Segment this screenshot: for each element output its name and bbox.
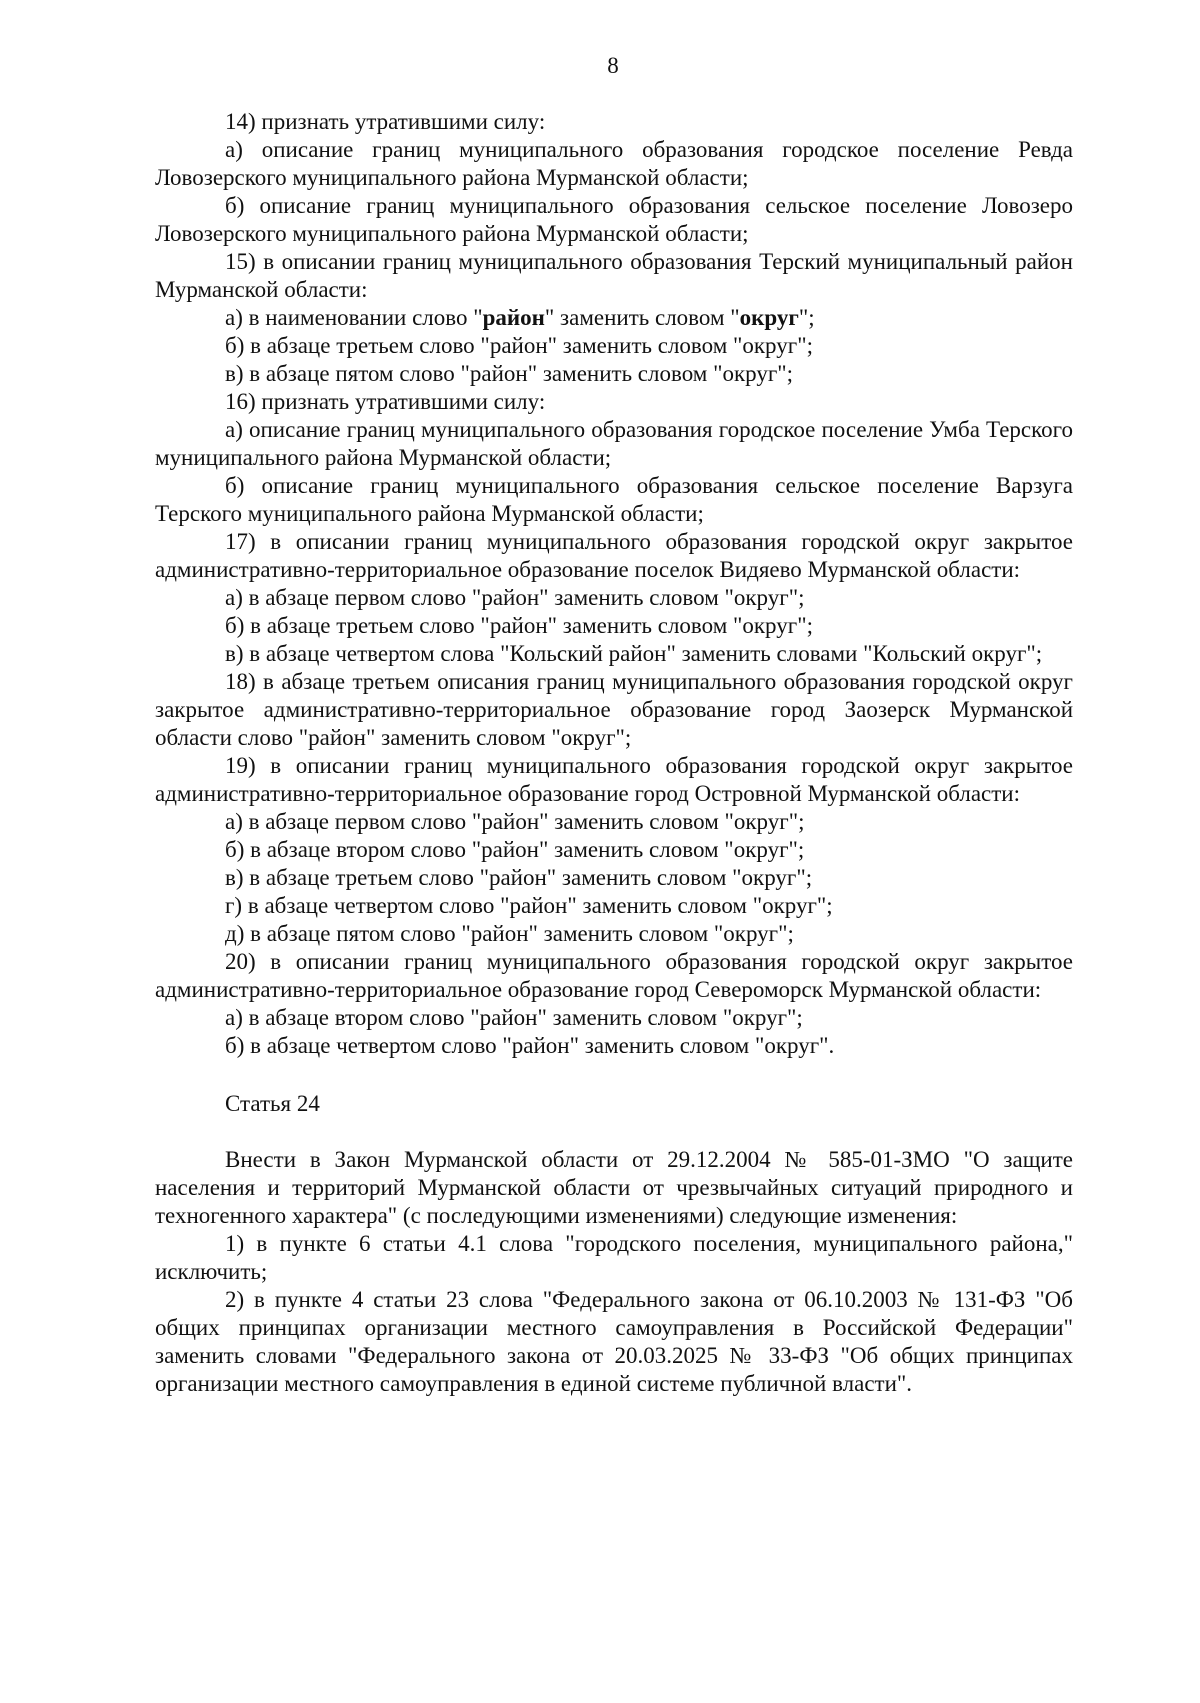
article-24-item-1: 1) в пункте 6 статьи 4.1 слова "городского поселения, муниципального района," исключить;	[155, 1231, 1073, 1284]
document-body	[155, 108, 1073, 1398]
paragraph-19-b: б) в абзаце втором слово "район" заменить словом "округ";	[225, 837, 805, 862]
paragraph-20: 20) в описании границ муниципального образования городской округ закрытое административно-территориальное образование город Североморск Мурманской области:	[155, 949, 1073, 1002]
article-24-intro: Внести в Закон Мурманской области от 29.12.2004 № 585-01-ЗМО "О защите населения и территорий Мурманской области от чрезвычайных ситуаций природного и техногенного характера" (с последующими изменениями) следующие изменения:	[155, 1147, 1073, 1228]
paragraph-20-b: б) в абзаце четвертом слово "район" заменить словом "округ".	[225, 1033, 835, 1058]
paragraph-15-a-bold-word-1: район	[482, 305, 545, 330]
paragraph-15-a-post: ";	[798, 305, 815, 330]
spacer	[155, 1118, 1073, 1146]
page-number: 8	[607, 53, 619, 78]
paragraph-17-c: в) в абзаце четвертом слова "Кольский район" заменить словами "Кольский округ";	[225, 641, 1043, 666]
paragraph-18: 18) в абзаце третьем описания границ муниципального образования городской округ закрытое административно-территориальное образование город Заозерск Мурманской области слово "район" заменить словом "округ";	[155, 669, 1073, 750]
paragraph-14-b: б) описание границ муниципального образования сельское поселение Ловозеро Ловозерского муниципального района Мурманской области;	[155, 193, 1073, 246]
paragraph-17-b: б) в абзаце третьем слово "район" заменить словом "округ";	[225, 613, 813, 638]
paragraph-17: 17) в описании границ муниципального образования городской округ закрытое административно-территориальное образование поселок Видяево Мурманской области:	[155, 529, 1073, 582]
paragraph-14-a: а) описание границ муниципального образования городское поселение Ревда Ловозерского муниципального района Мурманской области;	[155, 137, 1073, 190]
paragraph-15-a-pre: а) в наименовании слово "	[225, 305, 483, 330]
paragraph-19-e: д) в абзаце пятом слово "район" заменить словом "округ";	[225, 921, 794, 946]
paragraph-19: 19) в описании границ муниципального образования городской округ закрытое административно-территориальное образование город Островной Мурманской области:	[155, 753, 1073, 806]
paragraph-16-b: б) описание границ муниципального образования сельское поселение Варзуга Терского муниципального района Мурманской области;	[155, 473, 1073, 526]
paragraph-19-a: а) в абзаце первом слово "район" заменить словом "округ";	[225, 809, 805, 834]
paragraph-16-a: а) описание границ муниципального образования городское поселение Умба Терского муниципального района Мурманской области;	[155, 417, 1073, 470]
paragraph-16: 16) признать утратившими силу:	[225, 389, 546, 414]
paragraph-15-a-mid: " заменить словом "	[544, 305, 740, 330]
spacer	[155, 1060, 1073, 1090]
paragraph-15: 15) в описании границ муниципального образования Терский муниципальный район Мурманской области:	[155, 249, 1073, 302]
paragraph-20-a: а) в абзаце втором слово "район" заменить словом "округ";	[225, 1005, 803, 1030]
paragraph-17-a: а) в абзаце первом слово "район" заменить словом "округ";	[225, 585, 805, 610]
paragraph-15-c: в) в абзаце пятом слово "район" заменить словом "округ";	[225, 361, 794, 386]
paragraph-19-d: г) в абзаце четвертом слово "район" заменить словом "округ";	[225, 893, 833, 918]
paragraph-19-c: в) в абзаце третьем слово "район" заменить словом "округ";	[225, 865, 813, 890]
article-24-item-2: 2) в пункте 4 статьи 23 слова "Федерального закона от 06.10.2003 № 131-ФЗ "Об общих принципах организации местного самоуправления в Российской Федерации" заменить словами "Федерального закона от 20.03.2025 № 33-ФЗ "Об общих принципах организации местного самоуправления в единой системе публичной власти".	[155, 1287, 1073, 1396]
paragraph-14: 14) признать утратившими силу:	[225, 109, 546, 134]
paragraph-15-a	[155, 304, 1073, 332]
article-24-heading: Статья 24	[225, 1091, 320, 1116]
paragraph-15-a-bold-word-2: округ	[739, 305, 799, 330]
paragraph-15-b: б) в абзаце третьем слово "район" заменить словом "округ";	[225, 333, 813, 358]
